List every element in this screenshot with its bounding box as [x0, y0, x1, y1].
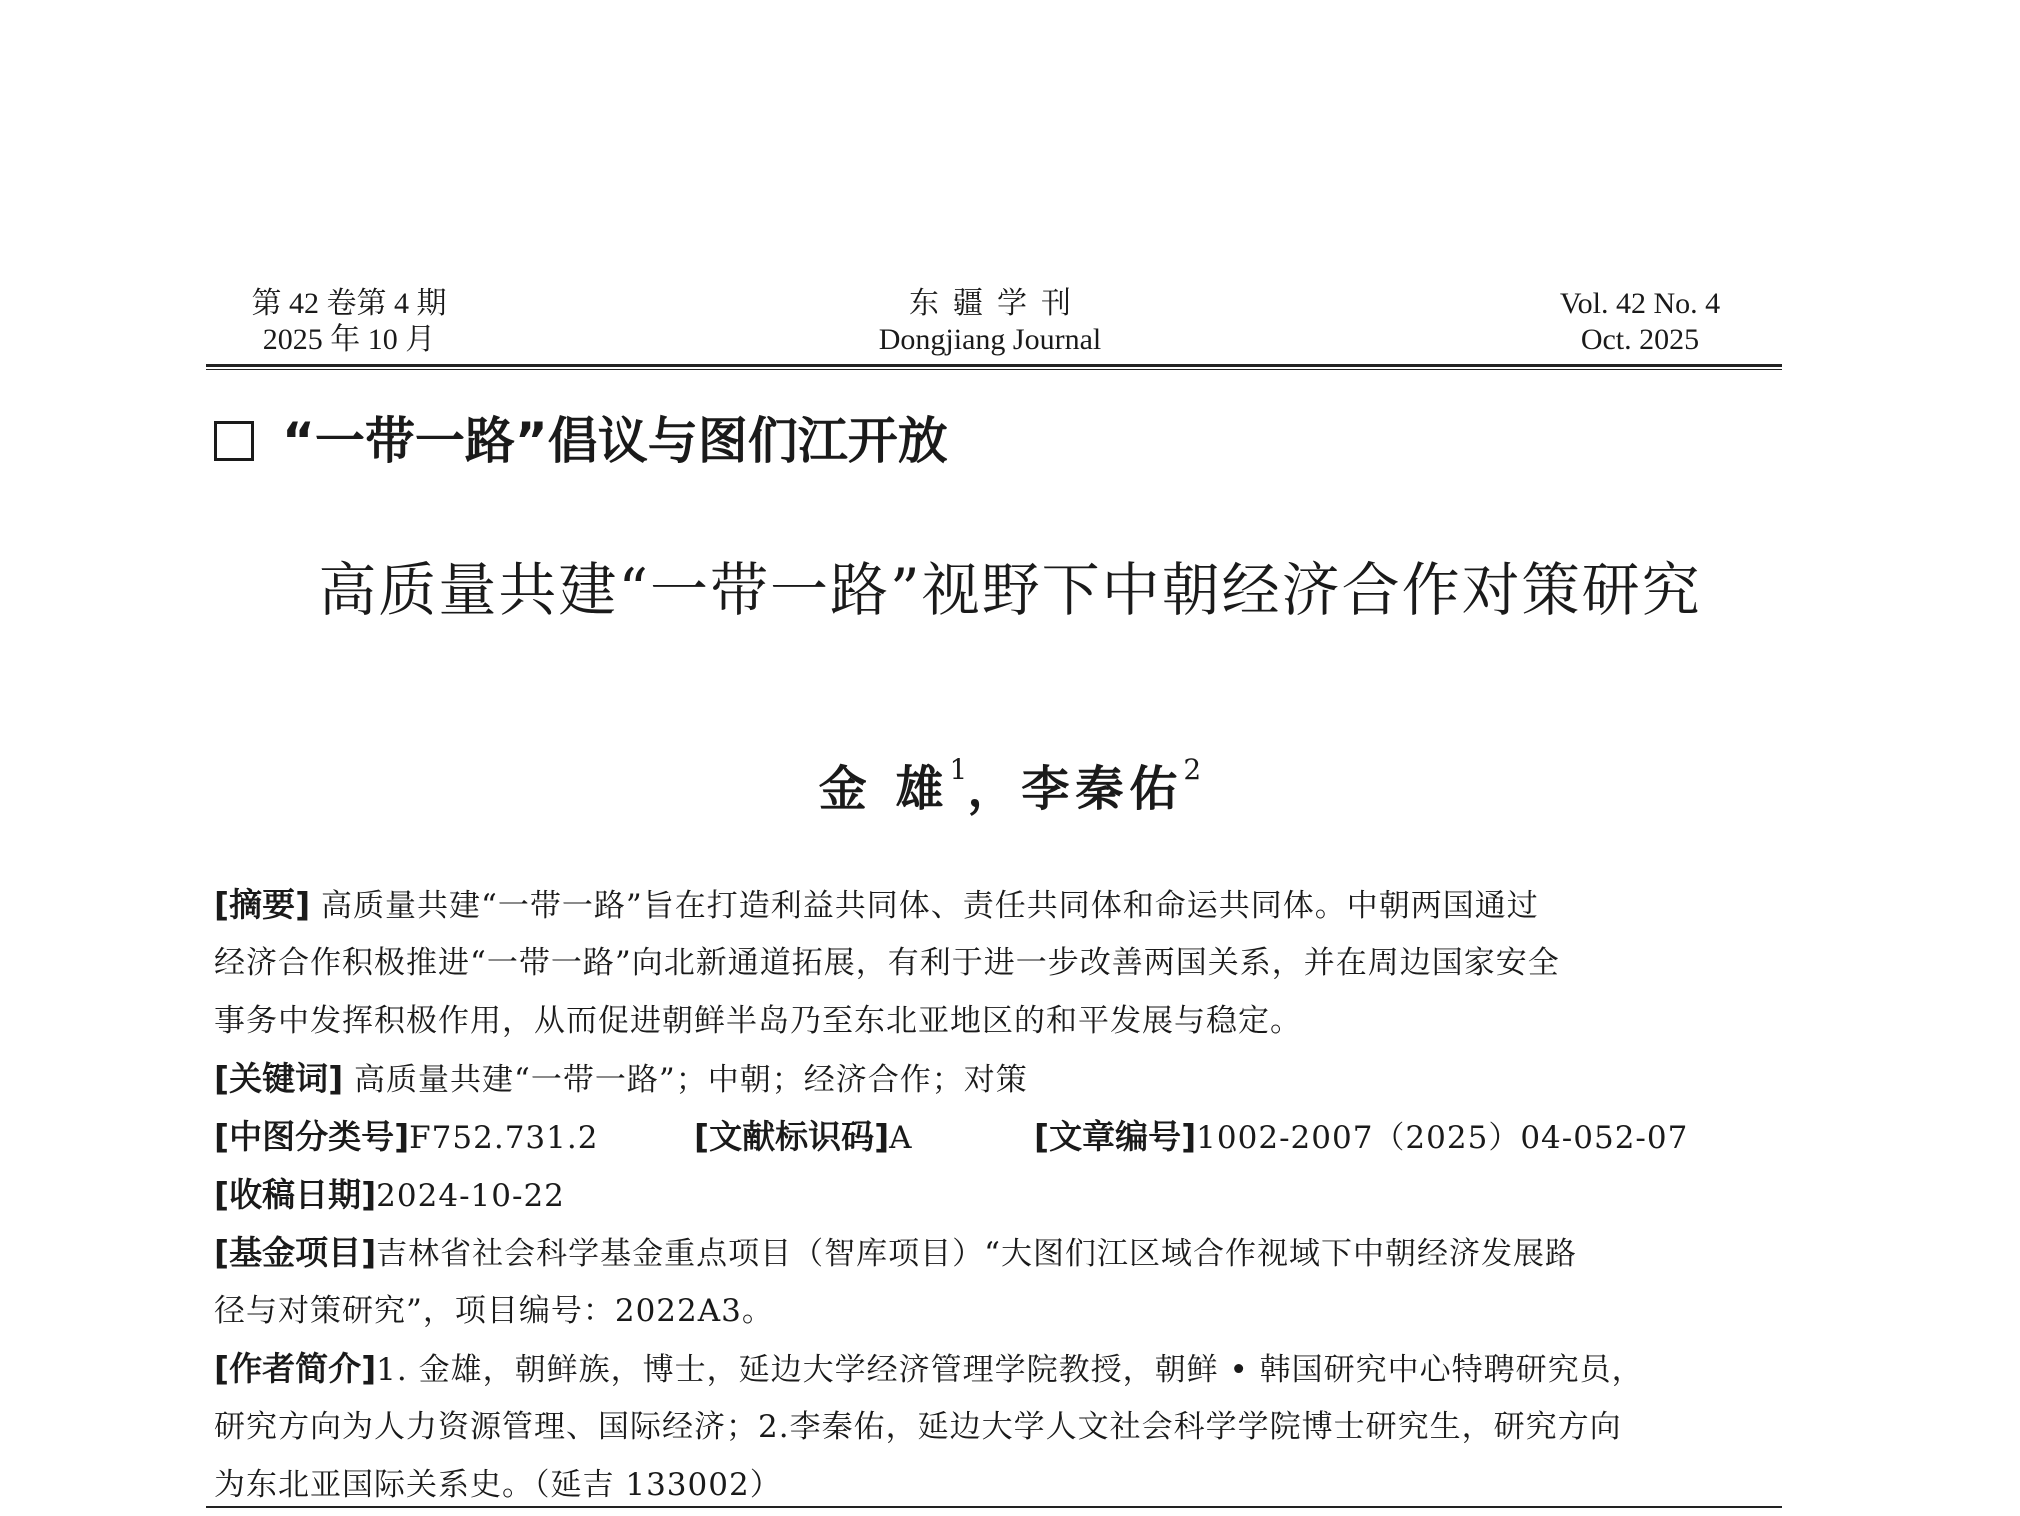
author-separator: ，	[967, 761, 1022, 817]
section-heading	[214, 408, 948, 474]
header-issue	[244, 286, 454, 358]
section-label: “一带一路”倡议与图们江开放	[282, 412, 948, 470]
bio-block	[214, 1340, 1774, 1514]
received-block	[214, 1166, 1774, 1224]
abstract-text-1: 高质量共建“一带一路”旨在打造利益共同体、责任共同体和命运共同体。中朝两国通过	[310, 888, 1539, 924]
header-journal	[840, 286, 1140, 358]
author-2-affiliation: 2	[1183, 753, 1202, 786]
square-box-icon	[214, 421, 254, 461]
fund-text-1: 吉林省社会科学基金重点项目（智库项目）“大图们江区域合作视域下中朝经济发展路	[376, 1236, 1578, 1272]
received-tag: [收稿日期]	[214, 1175, 377, 1214]
keywords-line	[214, 1050, 1774, 1108]
header-volume-en	[1540, 286, 1740, 358]
received-line	[214, 1166, 1774, 1224]
header-volume-issue: 第 42 卷第 4 期	[251, 287, 447, 320]
abstract-line-3: 事务中发挥积极作用，从而促进朝鲜半岛乃至东北亚地区的和平发展与稳定。	[214, 1003, 1302, 1039]
keywords-block	[214, 1050, 1774, 1108]
clc-value: F752.731.2	[409, 1120, 599, 1156]
header-vol-no: Vol. 42 No. 4	[1559, 287, 1721, 320]
article-number-tag: [文章编号]	[1034, 1117, 1197, 1156]
footer-rule	[206, 1506, 1782, 1508]
bio-line-2: 研究方向为人力资源管理、国际经济；2.李秦佑，延边大学人文社会科学学院博士研究生，研究方向	[214, 1409, 1622, 1445]
author-2: 李秦佑	[1021, 761, 1184, 817]
classification-line	[214, 1108, 1774, 1166]
header-journal-cn: 东疆学刊	[909, 287, 1085, 320]
header-journal-en: Dongjiang Journal	[878, 323, 1102, 356]
header-rule-thin	[206, 369, 1782, 370]
header-rule-thick	[206, 364, 1782, 367]
abstract-tag: [摘要]	[214, 885, 311, 924]
fund-line-2: 径与对策研究”，项目编号：2022A3。	[214, 1293, 774, 1329]
article-number-field	[1034, 1108, 1688, 1166]
fund-tag: [基金项目]	[214, 1233, 377, 1272]
header-date-cn: 2025 年 10 月	[262, 323, 436, 356]
fund-line-1	[214, 1224, 1774, 1282]
abstract-block	[214, 876, 1774, 1050]
received-value: 2024-10-22	[376, 1178, 565, 1214]
bio-line-3: 为东北亚国际关系史。（延吉 133002）	[214, 1467, 782, 1503]
doc-code-field	[694, 1108, 1034, 1166]
abstract-line-2: 经济合作积极推进“一带一路”向北新通道拓展，有利于进一步改善两国关系，并在周边国家安全	[214, 945, 1560, 981]
article-number-value: 1002-2007（2025）04-052-07	[1196, 1120, 1689, 1156]
bio-tag: [作者简介]	[214, 1349, 377, 1388]
keywords-tag: [关键词]	[214, 1059, 344, 1098]
author-line	[0, 738, 2020, 821]
abstract-line-1	[214, 876, 1774, 934]
doc-code-tag: [文献标识码]	[694, 1117, 890, 1156]
author-1: 金 雄	[818, 761, 950, 817]
fund-block	[214, 1224, 1774, 1340]
bio-text-1: 1. 金雄，朝鲜族，博士，延边大学经济管理学院教授，朝鲜 • 韩国研究中心特聘研究员，	[376, 1352, 1644, 1388]
header-date-en: Oct. 2025	[1580, 323, 1700, 356]
keywords-text: 高质量共建“一带一路”；中朝；经济合作；对策	[343, 1062, 1028, 1098]
clc-tag: [中图分类号]	[214, 1117, 410, 1156]
author-1-affiliation: 1	[949, 753, 968, 786]
doc-code-value: A	[889, 1120, 913, 1156]
bio-line-1	[214, 1340, 1774, 1398]
clc-field	[214, 1108, 694, 1166]
classification-block	[214, 1108, 1774, 1166]
article-title: 高质量共建“一带一路”视野下中朝经济合作对策研究	[318, 556, 1702, 624]
